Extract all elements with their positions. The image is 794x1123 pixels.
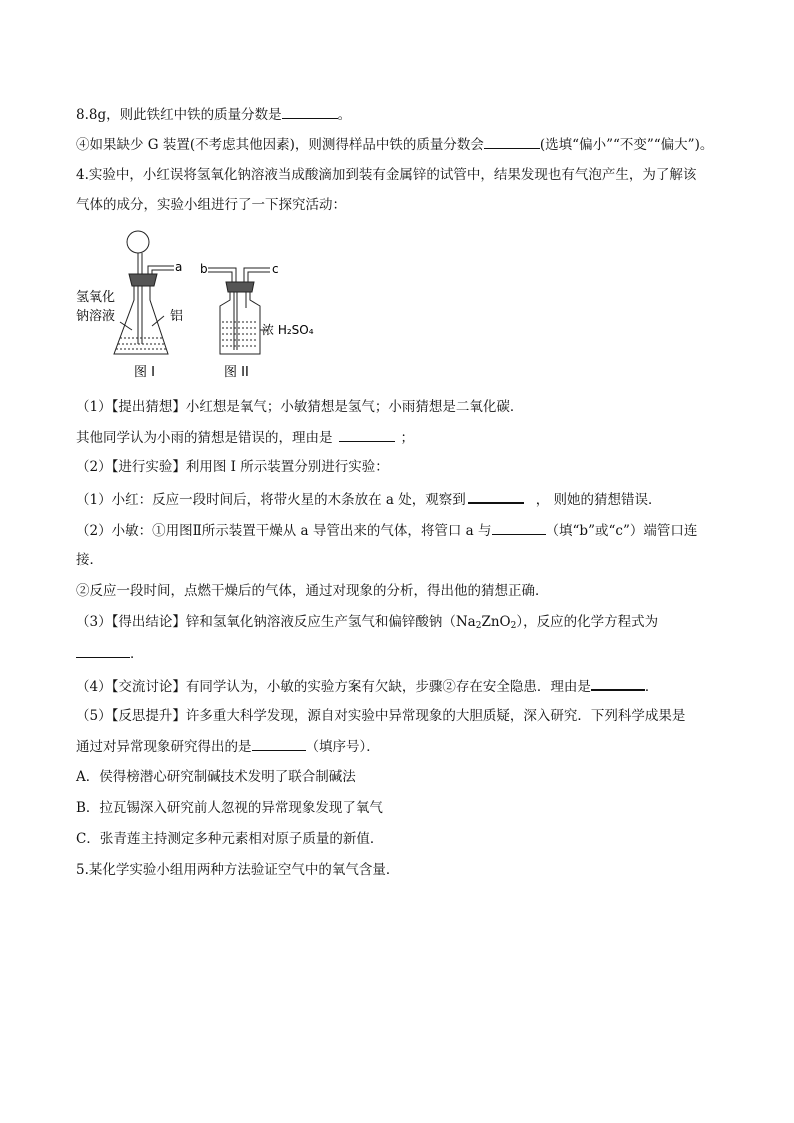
question-4-text-cont: 气体的成分，实验小组进行了一下探究活动： <box>76 197 346 213</box>
question-5-text: 5.某化学实验小组用两种方法验证空气中的氧气含量． <box>76 862 400 878</box>
answer-blank[interactable] <box>252 736 306 751</box>
part-2-text: （2）【进行实验】利用图 I 所示装置分别进行实验： <box>76 459 389 475</box>
caption-figure-1: 图 I <box>134 365 155 380</box>
part-5-text: （5）【反思提升】许多重大科学发现，源自对实验中异常现象的大胆质疑，深入研究．下列科学成果是 <box>76 708 686 724</box>
option-b: B．拉瓦锡深入研究前人忽视的异常现象发现了氧气 <box>76 800 383 816</box>
part-1-reason: 其他同学认为小雨的猜想是错误的，理由是 ； <box>76 427 414 448</box>
part-1-text: （1）【提出猜想】小红想是氧气；小敏猜想是氢气；小雨猜想是二氧化碳． <box>76 399 524 415</box>
label-al: 铝 <box>170 309 184 324</box>
answer-blank[interactable] <box>76 643 130 658</box>
answer-blank[interactable] <box>339 427 395 442</box>
question-4-text: 4.实验中，小红误将氢氧化钠溶液当成酸滴加到装有金属锌的试管中，结果发现也有气泡产生，为了解该 <box>76 167 697 183</box>
label-naoh-1: 氢氧化 <box>76 290 116 305</box>
text-line-2: ④如果缺少 G 装置(不考虑其他因素)，则测得样品中铁的质量分数会 (选填“偏小”“不变”“偏大”)。 <box>76 134 713 155</box>
part-2-step-2: ②反应一段时间，点燃干燥后的气体，通过对现象的分析，得出他的猜想正确． <box>76 583 549 599</box>
part-3-text: （3）【得出结论】锌和氢氧化钠溶液反应生产氢气和偏锌酸钠$(Na_2ZnO_2)$，反应的化学方程式为 <box>76 614 659 631</box>
text-line-1: 8.8g，则此铁红中铁的质量分数是 。 <box>76 104 351 125</box>
part-4-text: （4）【交流讨论】有同学认为，小敏的实验方案有欠缺，步骤②存在安全隐患．理由是 ． <box>76 675 658 697</box>
flask-figure-1 <box>114 231 174 354</box>
label-c: c <box>272 262 279 276</box>
option-a: A．侯得榜潜心研究制碱技术发明了联合制碱法 <box>76 769 356 785</box>
option-c: C．张青莲主持测定多种元素相对原子质量的新值． <box>76 831 384 847</box>
bottle-figure-2 <box>208 268 270 354</box>
label-a: a <box>175 260 183 274</box>
label-naoh-2: 钠溶液 <box>76 309 116 324</box>
apparatus-figure <box>76 226 314 386</box>
answer-blank[interactable] <box>468 488 524 504</box>
answer-blank[interactable] <box>282 104 338 119</box>
part-3-blank-line: ． <box>76 643 144 664</box>
part-2-xiaohong: （1）小红：反应一段时间后，将带火星的木条放在 a 处，观察到 ， 则她的猜想错误． <box>76 488 662 510</box>
answer-blank[interactable] <box>484 134 540 149</box>
part-2-xiaomin-cont: 接． <box>76 552 103 568</box>
caption-figure-2: 图 II <box>224 365 249 380</box>
part-2-xiaomin: （2）小敏：①用图Ⅱ所示装置干燥从 a 导管出来的气体，将管口 a 与 （填“b”或“c”）端管口连 <box>76 520 697 541</box>
answer-blank[interactable] <box>492 520 546 535</box>
answer-blank[interactable] <box>591 675 645 691</box>
label-h2so4: 浓 H₂SO₄ <box>262 323 314 337</box>
label-b: b <box>200 262 208 276</box>
part-5-text-cont: 通过对异常现象研究得出的是 （填序号）． <box>76 736 380 757</box>
